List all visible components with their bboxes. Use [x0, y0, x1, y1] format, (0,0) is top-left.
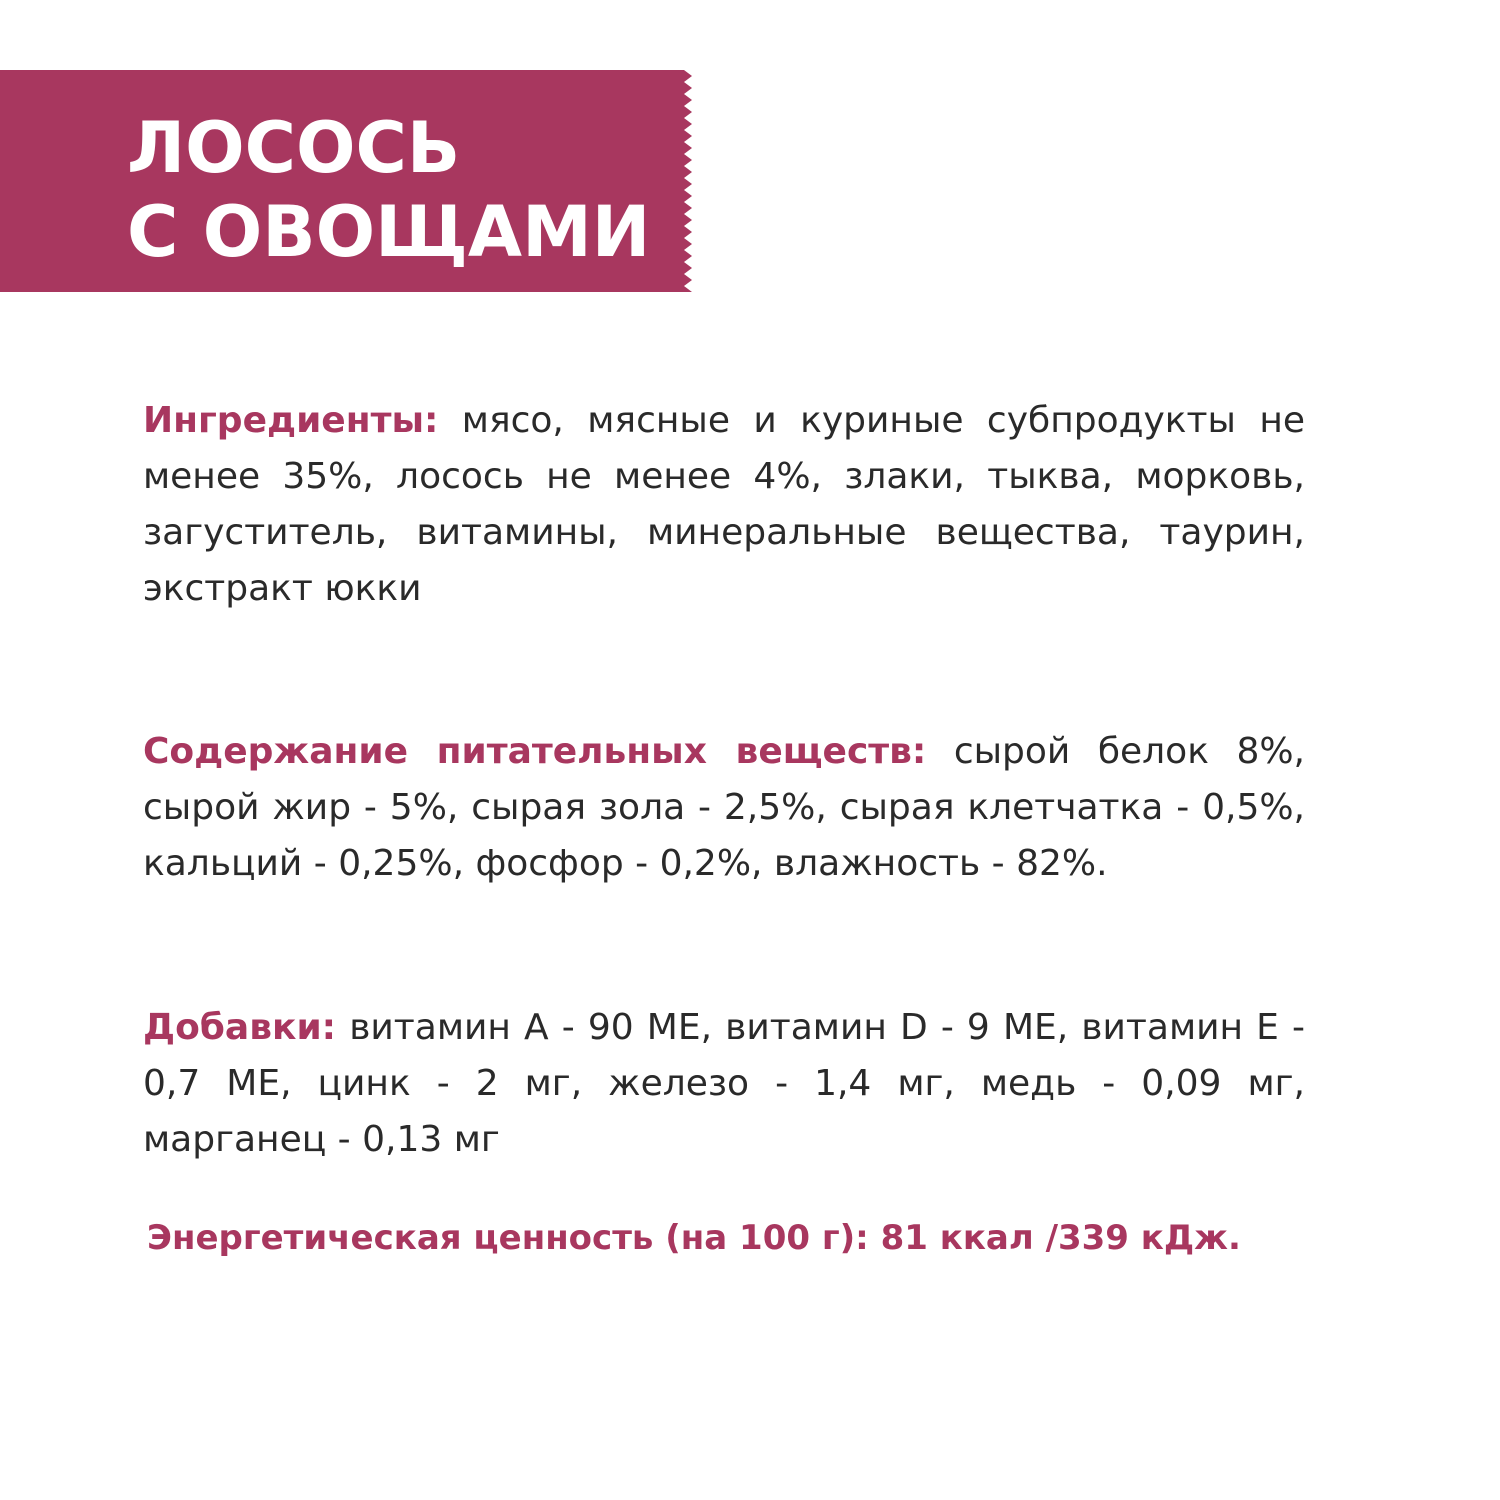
product-title: [127, 106, 650, 274]
title-banner: [0, 70, 692, 292]
ingredients-section: [143, 393, 1305, 617]
nutrients-label: Содержание питательных веществ:: [143, 731, 927, 772]
nutrients-section: [143, 724, 1305, 892]
nutrients-text: сырой белок 8%, сырой жир - 5%, сырая зола - 2,5%, сырая клетчатка - 0,5%, кальций - 0,25%, фосфор - 0,2%, влажность - 82%.: [143, 731, 1305, 884]
ingredients-text: мясо, мясные и куриные субпродукты не менее 35%, лосось не менее 4%, злаки, тыква, морковь, загуститель, витамины, минеральные вещества, таурин, экстракт юкки: [143, 400, 1306, 609]
energy-value: Энергетическая ценность (на 100 г): 81 ккал /339 кДж.: [147, 1218, 1241, 1258]
product-title-line-1: ЛОСОСЬ: [127, 107, 461, 189]
additives-section: [143, 1000, 1305, 1168]
additives-text: витамин А - 90 МЕ, витамин D - 9 МЕ, витамин Е - 0,7 МЕ, цинк - 2 мг, железо - 1,4 мг, медь - 0,09 мг, марганец - 0,13 мг: [143, 1007, 1305, 1160]
product-title-line-2: С ОВОЩАМИ: [127, 191, 651, 273]
additives-label: Добавки:: [143, 1007, 337, 1048]
ingredients-label: Ингредиенты:: [143, 400, 439, 441]
